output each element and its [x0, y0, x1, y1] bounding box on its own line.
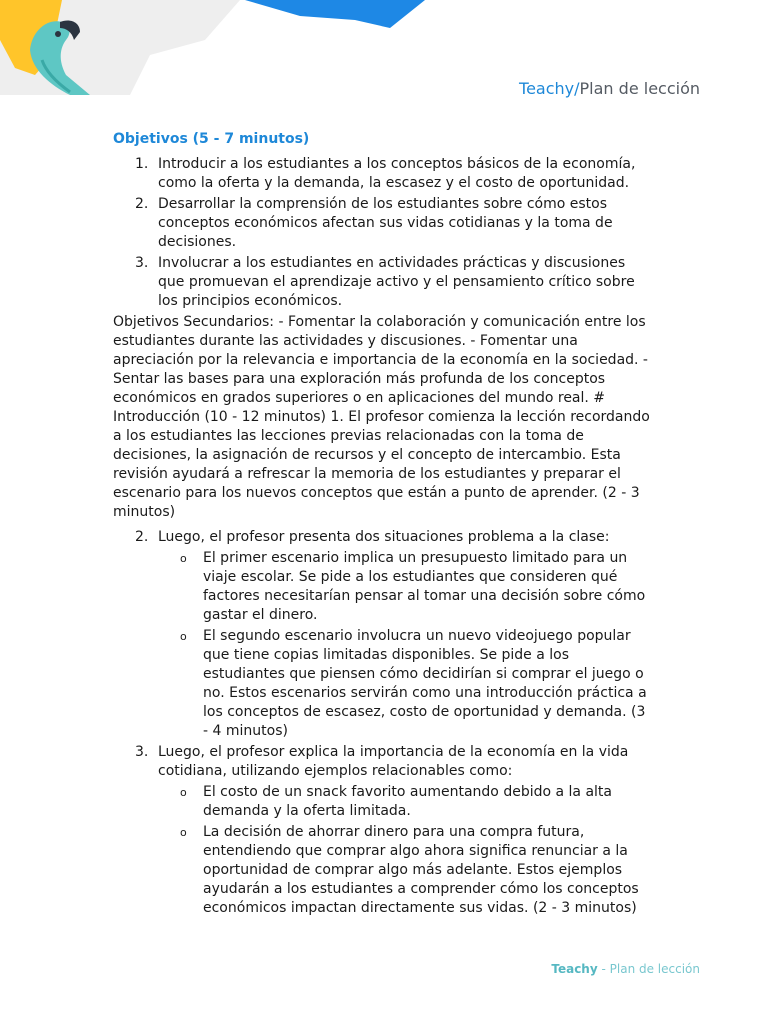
list-item: [158, 627, 653, 741]
bullet-icon: o: [180, 630, 187, 643]
intro-step-text: Luego, el profesor presenta dos situaciones problema a la clase:: [158, 529, 610, 545]
objectives-heading: Objetivos (5 - 7 minutos): [113, 131, 310, 147]
list-item-text: El primer escenario implica un presupuesto limitado para un viaje escolar. Se pide a los estudiantes que consideren qué factores necesitarían pensar al tomar una decisión sobre cómo gastar el dinero.: [203, 550, 646, 623]
list-number: 2.: [135, 529, 149, 545]
bullet-icon: o: [180, 552, 187, 565]
objective-text: Involucrar a los estudiantes en actividades prácticas y discusiones que promuevan el aprendizaje activo y el pensamiento crítico sobre los principios económicos.: [158, 255, 635, 309]
secondary-objectives-paragraph: Objetivos Secundarios: - Fomentar la colaboración y comunicación entre los estudiantes durante las actividades y discusiones. - Fomentar una apreciación por la relevancia e importancia de la economía en la sociedad. - Sentar las bases para una exploración más profunda de los conceptos económicos en grados superiores o en aplicaciones del mundo real. # Introducción (10 - 12 minutos) 1. El profesor comienza la lección recordando a los estudiantes las lecciones previas relacionadas con la toma de decisiones, la asignación de recursos y el concepto de intercambio. Esta revisión ayudará a refrescar la memoria de los estudiantes y preparar el escenario para los nuevos conceptos que están a punto de aprender. (2 - 3 minutos): [113, 314, 650, 520]
footer-separator: -: [597, 962, 610, 976]
list-number: 3.: [135, 255, 149, 271]
introduction-steps-list: [113, 528, 653, 918]
list-item-text: El segundo escenario involucra un nuevo videojuego popular que tiene copias limitadas disponibles. Se pide a los estudiantes que piensen cómo decidirían si comprar el juego o no. Estos escenarios servirán como una introducción práctica a los conceptos de escasez, costo de oportunidad y demanda. (3 - 4 minutos): [203, 628, 647, 739]
page-footer: [551, 962, 700, 976]
scenario-list: [158, 549, 653, 741]
objective-text: Introducir a los estudiantes a los conceptos básicos de la economía, como la oferta y la demanda, la escasez y el costo de oportunidad.: [158, 156, 636, 191]
list-item: [158, 549, 653, 625]
intro-step-text: Luego, el profesor explica la importancia de la economía en la vida cotidiana, utilizando ejemplos relacionables como:: [158, 744, 629, 779]
list-item: [158, 823, 653, 918]
list-number: 1.: [135, 156, 149, 172]
objective-item: [113, 195, 653, 252]
bullet-icon: o: [180, 786, 187, 799]
brand-separator: /: [574, 79, 580, 98]
objectives-list: [113, 155, 653, 311]
header-blue-shape: [245, 0, 425, 28]
list-item-text: El costo de un snack favorito aumentando debido a la alta demanda y la oferta limitada.: [203, 784, 612, 819]
example-list: [158, 783, 653, 918]
lesson-content: [113, 130, 653, 920]
bullet-icon: o: [180, 826, 187, 839]
footer-brand: Teachy: [551, 962, 598, 976]
list-number: 2.: [135, 196, 149, 212]
objective-item: [113, 155, 653, 193]
intro-step: [113, 528, 653, 741]
footer-doc-title: Plan de lección: [609, 962, 700, 976]
list-item: [158, 783, 653, 821]
objective-text: Desarrollar la comprensión de los estudiantes sobre cómo estos conceptos económicos afectan sus vidas cotidianas y la toma de decisiones.: [158, 196, 613, 250]
list-item-text: La decisión de ahorrar dinero para una compra futura, entendiendo que comprar algo ahora significa renunciar a la oportunidad de comprar algo más adelante. Estos ejemplos ayudarán a los estudiantes a comprender cómo los conceptos económicos impactan directamente sus vidas. (2 - 3 minutos): [203, 824, 639, 916]
intro-step: [113, 743, 653, 918]
objective-item: [113, 254, 653, 311]
list-number: 3.: [135, 744, 149, 760]
brand-doc-title: Plan de lección: [579, 79, 700, 98]
brand-name: Teachy: [519, 79, 575, 98]
brand-title: [519, 79, 700, 98]
